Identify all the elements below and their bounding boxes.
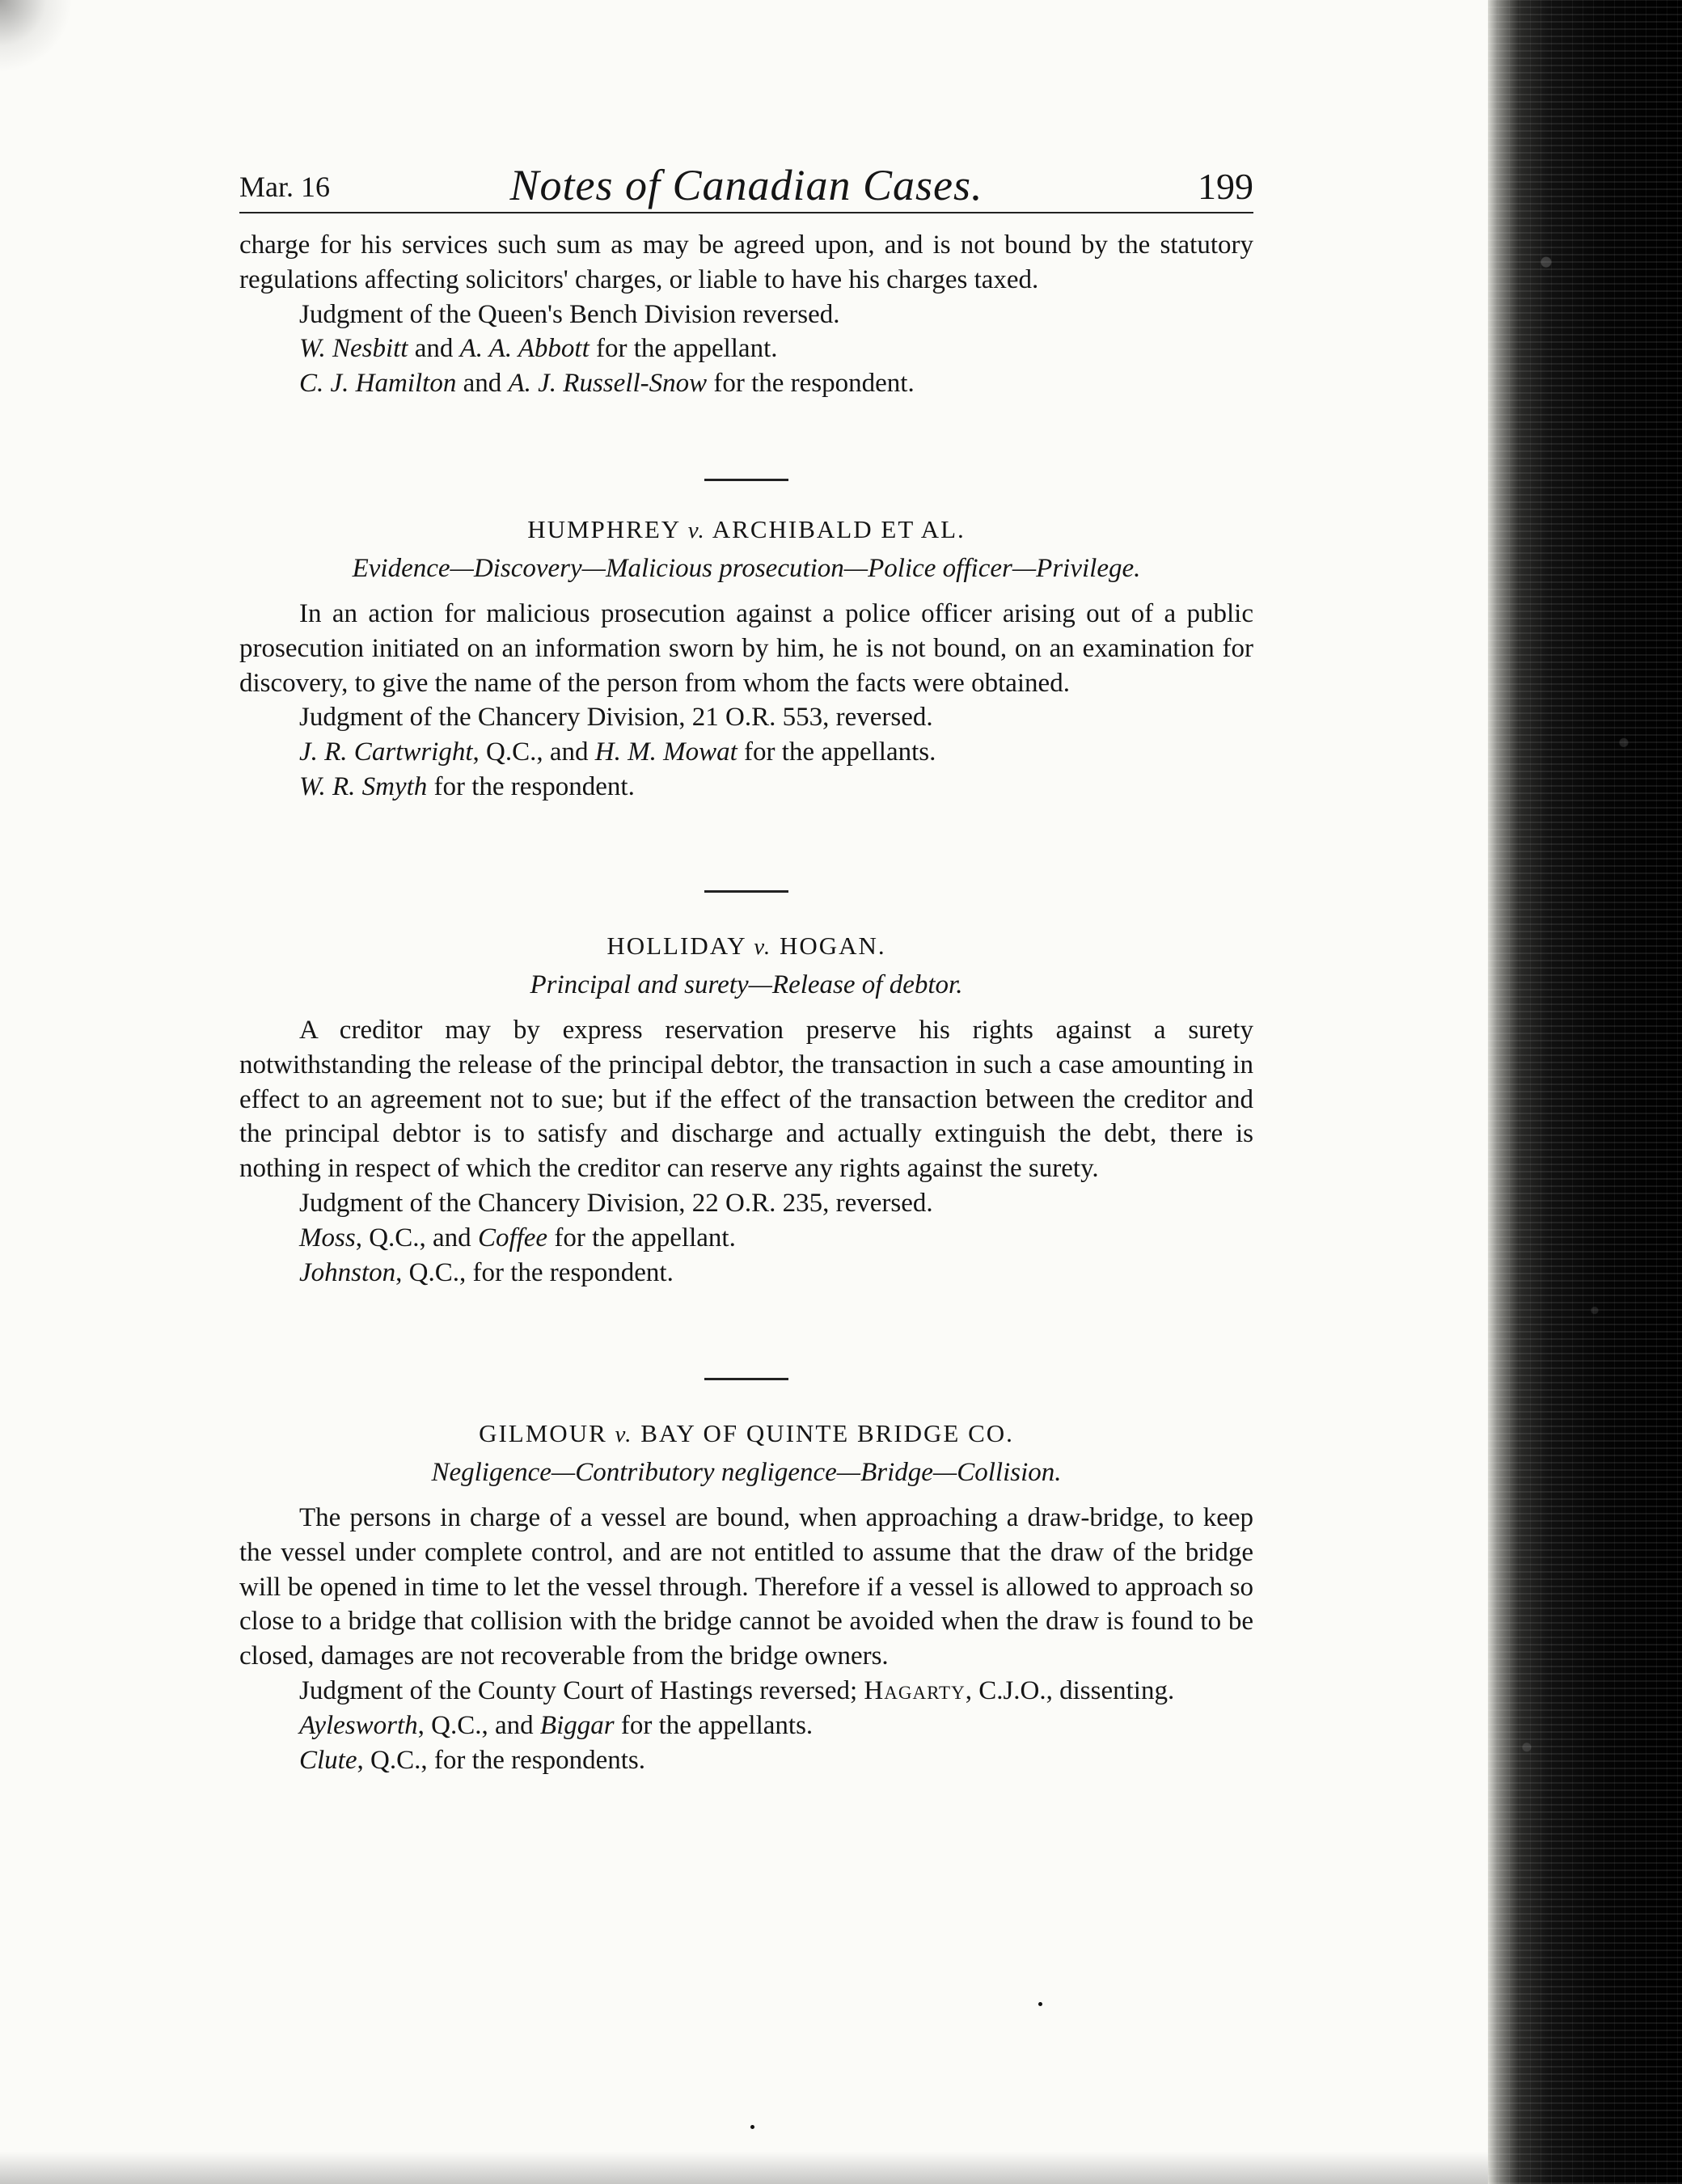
case-judgment: Judgment of the County Court of Hastings reversed; Hagarty, C.J.O., dissenting.: [299, 1675, 1175, 1705]
counsel-name: A. J. Russell-Snow: [508, 369, 708, 399]
page-number: 199: [1198, 166, 1253, 207]
case-section: [239, 1378, 1253, 1777]
intro-appellant-counsel: W. Nesbitt and A. A. Abbott for the appellant.: [299, 334, 778, 364]
section-divider: [704, 890, 788, 893]
counsel-name: W. Nesbitt: [299, 334, 408, 364]
scan-bottom-shadow: [0, 2152, 1488, 2184]
header-title: Notes of Canadian Cases.: [509, 161, 983, 209]
header-rule: [239, 212, 1253, 213]
intro-paragraph: charge for his services such sum as may be agreed upon, and is not bound by the statutory regulations affecting solicitors' charges, or liable to have his charges taxed.: [239, 230, 1253, 294]
case-subject: Evidence—Discovery—Malicious prosecution—Police officer—Privilege.: [352, 554, 1141, 583]
section-divider: [704, 479, 788, 481]
scan-corner-shadow: [0, 0, 73, 73]
counsel-name: A. A. Abbott: [459, 334, 590, 364]
case-section: [239, 479, 1253, 805]
case-body: [239, 1013, 1253, 1290]
case-title: GILMOUR v. BAY OF QUINTE BRIDGE CO.: [479, 1419, 1014, 1447]
case-subject: Negligence—Contributory negligence—Bridge—Collision.: [431, 1458, 1062, 1487]
case-counsel-respondent: W. R. Smyth for the respondent.: [299, 771, 635, 801]
case-counsel-appellant: Moss, Q.C., and Coffee for the appellant.: [299, 1223, 736, 1253]
case-body: [239, 1501, 1253, 1777]
case-counsel-respondent: Clute, Q.C., for the respondents.: [299, 1745, 646, 1775]
case-counsel-respondent: Johnston, Q.C., for the respondent.: [299, 1257, 674, 1287]
case-judgment: Judgment of the Chancery Division, 22 O.R. 235, reversed.: [299, 1188, 933, 1218]
case-holding: In an action for malicious prosecution against a police officer arising out of a public prosecution initiated on an information sworn by him, he is not bound, on an examination for discovery, to give the name of the person from whom the facts were obtained.: [239, 599, 1253, 698]
case-title: HUMPHREY v. ARCHIBALD ET AL.: [527, 515, 966, 543]
header-date: Mar. 16: [239, 171, 330, 203]
running-head: [239, 160, 1253, 217]
scan-speck: [1038, 2002, 1042, 2006]
case-counsel-appellant: Aylesworth, Q.C., and Biggar for the appellants.: [299, 1710, 814, 1740]
intro-section: [239, 228, 1253, 401]
case-section: [239, 890, 1253, 1290]
case-judgment: Judgment of the Chancery Division, 21 O.R. 553, reversed.: [299, 703, 933, 733]
case-holding: A creditor may by express reservation preserve his rights against a surety notwithstanding the release of the principal debtor, the transaction in such a case amounting in effect to an agreement not to sue; but if the effect of the transaction between the creditor and the principal debtor is to satisfy and discharge and actually extinguish the debt, there is nothing in respect of which the creditor can reserve any rights against the surety.: [239, 1016, 1253, 1184]
intro-respondent-counsel: C. J. Hamilton and A. J. Russell-Snow for the respondent.: [299, 369, 915, 399]
scan-speck: [750, 2125, 754, 2129]
case-subject: Principal and surety—Release of debtor.: [530, 970, 963, 999]
case-title: HOLLIDAY v. HOGAN.: [606, 931, 886, 960]
scan-binding-edge: [1488, 0, 1682, 2184]
case-body: [239, 597, 1253, 805]
section-divider: [704, 1378, 788, 1380]
intro-judgment: Judgment of the Queen's Bench Division reversed.: [299, 299, 840, 329]
case-counsel-appellant: J. R. Cartwright, Q.C., and H. M. Mowat for the appellants.: [299, 737, 936, 767]
counsel-name: C. J. Hamilton: [299, 369, 457, 399]
case-holding: The persons in charge of a vessel are bound, when approaching a draw-bridge, to keep the vessel under complete control, and are not entitled to assume that the draw of the bridge will be opened in time to let the vessel through. Therefore if a vessel is allowed to approach so close to a bridge that collision with the bridge cannot be avoided when the draw is found to be closed, damages are not recoverable from the bridge owners.: [239, 1503, 1253, 1671]
